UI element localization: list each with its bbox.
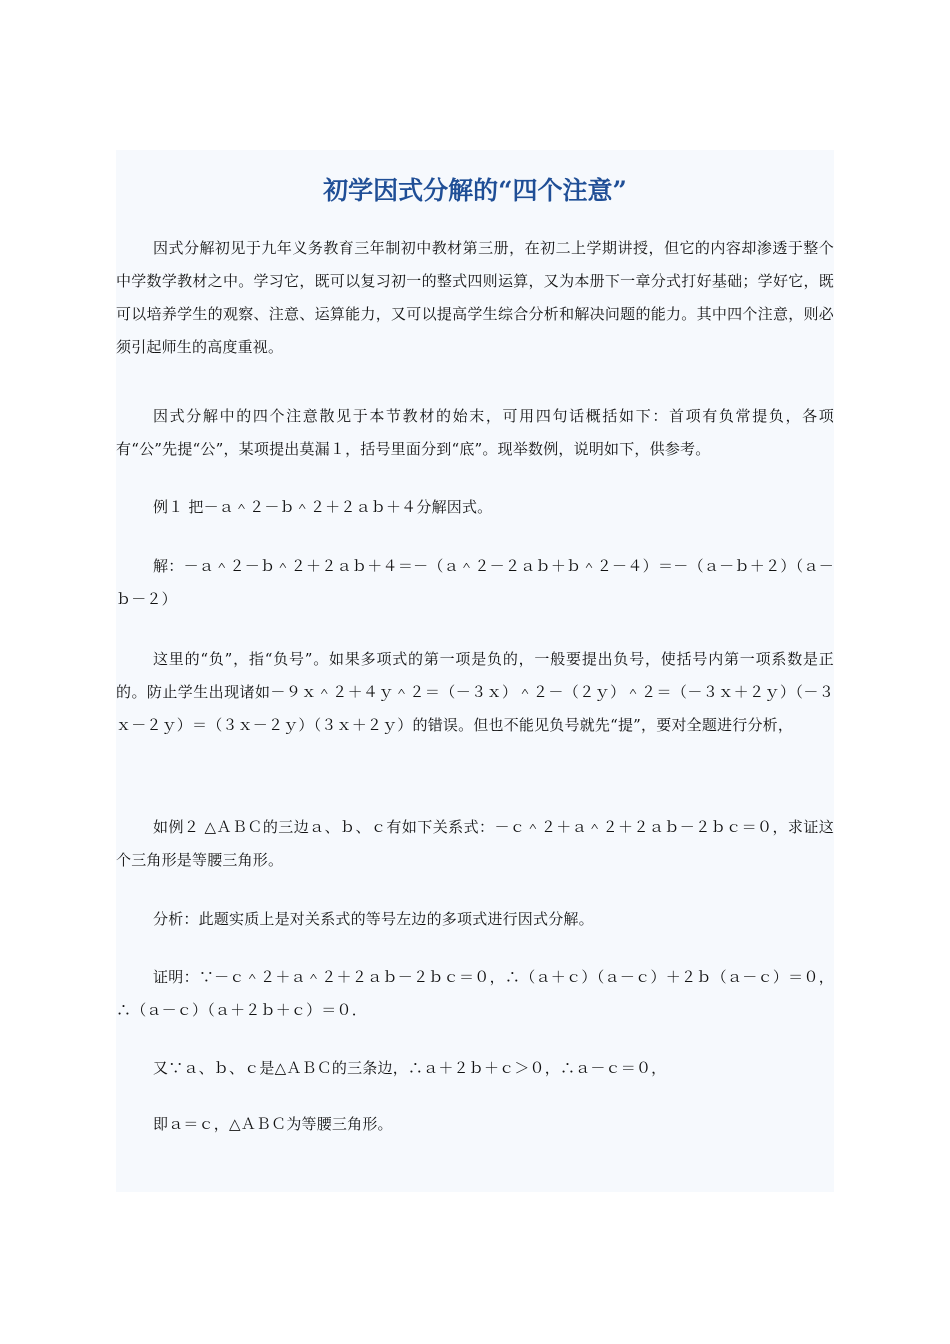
paragraph-analysis: 分析：此题实质上是对关系式的等号左边的多项式进行因式分解。 <box>153 910 594 928</box>
paragraph-example-2: 如例２ △ＡＢＣ的三边ａ、ｂ、ｃ有如下关系式：－ｃ＾２＋ａ＾２＋２ａｂ－２ｂｃ＝０，求证这个三角形是等腰三角形。 <box>116 818 834 869</box>
paragraph-sides-condition: 又∵ａ、ｂ、ｃ是△ＡＢＣ的三条边，∴ａ＋２ｂ＋ｃ＞０，∴ａ－ｃ＝０， <box>153 1059 667 1077</box>
paragraph-example-1: 例１ 把－ａ＾２－ｂ＾２＋２ａｂ＋４分解因式。 <box>153 498 493 516</box>
paragraph-intro: 因式分解初见于九年义务教育三年制初中教材第三册，在初二上学期讲授，但它的内容却渗透于整个中学数学教材之中。学习它，既可以复习初一的整式四则运算，又为本册下一章分式打好基础；学好它，既可以培养学生的观察、注意、运算能力，又可以提高学生综合分析和解决问题的能力。其中四个注意，则必须引起师生的高度重视。 <box>116 239 834 356</box>
paragraph-proof: 证明：∵－ｃ＾２＋ａ＾２＋２ａｂ－２ｂｃ＝０，∴（ａ＋ｃ）（ａ－ｃ）＋２ｂ（ａ－ｃ）＝０，∴（ａ－ｃ）（ａ＋２ｂ＋ｃ）＝０． <box>116 968 834 1019</box>
paragraph-four-notes: 因式分解中的四个注意散见于本节教材的始末，可用四句话概括如下：首项有负常提负，各项有“公”先提“公”，某项提出莫漏１，括号里面分到“底”。现举数例，说明如下，供参考。 <box>116 407 834 458</box>
document-title: 初学因式分解的“四个注意” <box>323 175 627 205</box>
paragraph-solution-1: 解：－ａ＾２－ｂ＾２＋２ａｂ＋４＝－（ａ＾２－２ａｂ＋ｂ＾２－４）＝－（ａ－ｂ＋２）（ａ－ｂ－２） <box>116 557 834 608</box>
paragraph-conclusion: 即ａ＝ｃ，△ＡＢＣ为等腰三角形。 <box>153 1115 393 1133</box>
paragraph-negative-note: 这里的“负”，指“负号”。如果多项式的第一项是负的，一般要提出负号，使括号内第一项系数是正的。防止学生出现诸如－９ｘ＾２＋４ｙ＾２＝（－３ｘ）＾２－（２ｙ）＾２＝（－３ｘ＋２ｙ）（－３ｘ－２ｙ）＝（３ｘ－２ｙ）（３ｘ＋２ｙ）的错误。但也不能见负号就先“提”，要对全题进行分析， <box>116 650 834 734</box>
